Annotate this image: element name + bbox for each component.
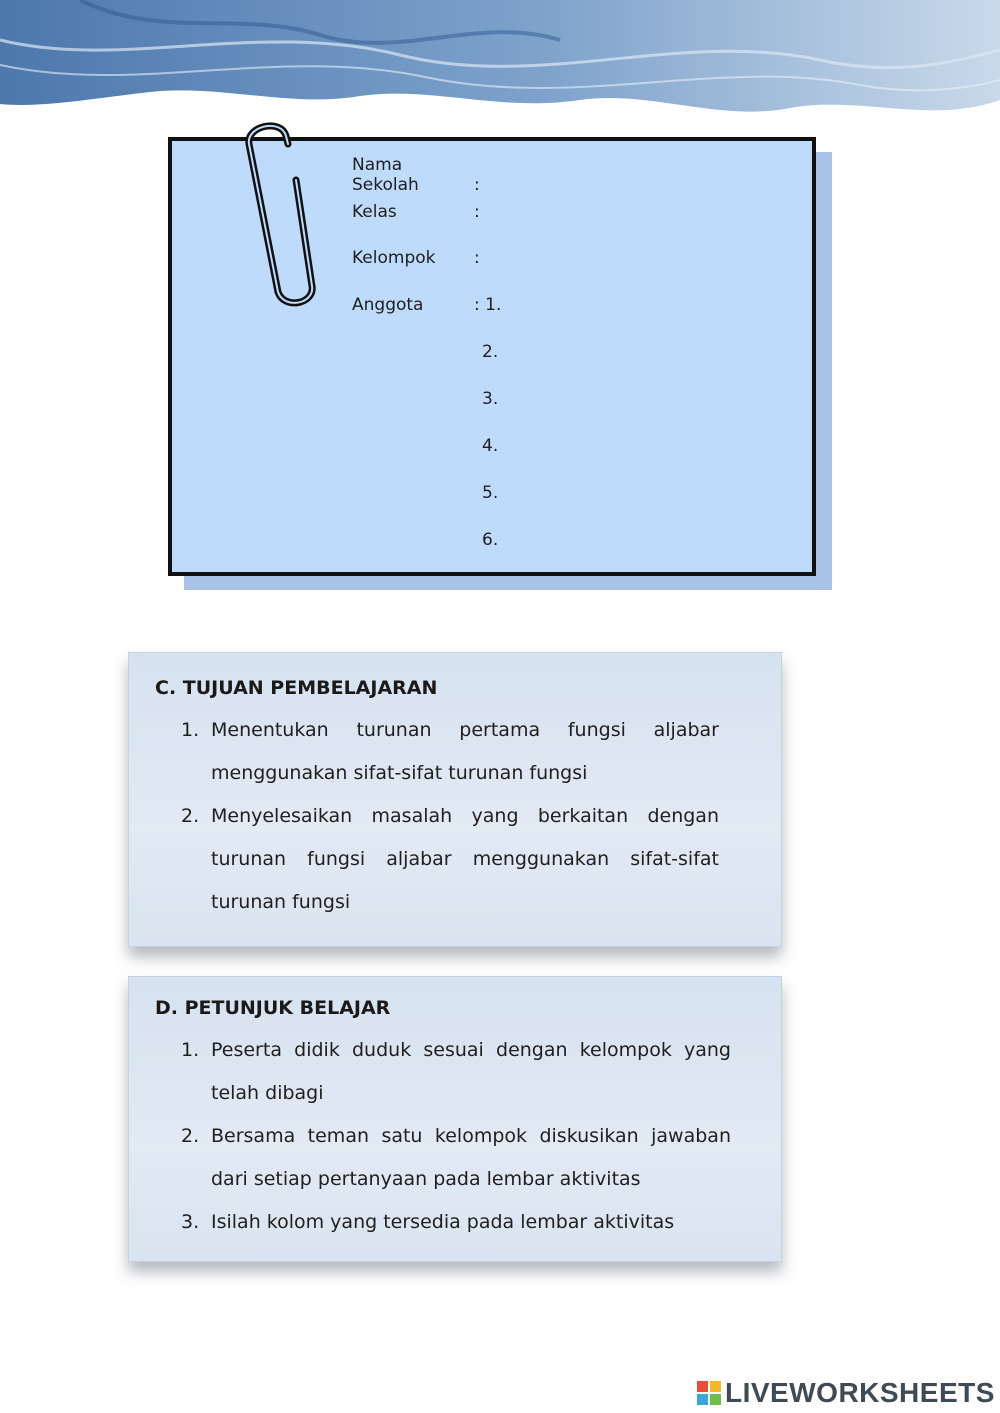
field-kelas — [352, 202, 484, 222]
section-title: D. PETUNJUK BELAJAR — [155, 997, 391, 1019]
list-number: 1. — [181, 1039, 200, 1061]
instructions-list — [181, 1029, 731, 1244]
field-label: Kelas — [352, 202, 397, 222]
member-number: 4. — [482, 436, 499, 456]
member-number: 2. — [482, 342, 499, 362]
list-item — [181, 709, 719, 795]
logo-text: LIVEWORKSHEETS — [725, 1377, 995, 1408]
list-number: 3. — [181, 1211, 200, 1233]
field-label: Nama Sekolah — [352, 155, 419, 195]
member-number: 6. — [482, 530, 499, 550]
field-colon: : — [474, 248, 480, 268]
field-label: Kelompok — [352, 248, 436, 268]
list-text: Menyelesaikan masalah yang berkaitan dengan turunan fungsi aljabar menggunakan sifat-sifat turunan fungsi — [211, 805, 719, 913]
list-item — [181, 1029, 731, 1115]
section-title: C. TUJUAN PEMBELAJARAN — [155, 677, 438, 699]
member-number: 3. — [482, 389, 499, 409]
field-anggota — [352, 295, 501, 315]
paperclip-icon — [236, 118, 326, 310]
liveworksheets-logo-icon — [697, 1381, 721, 1405]
wave-header-decoration — [0, 0, 1000, 125]
list-number: 1. — [181, 719, 200, 741]
field-kelompok — [352, 248, 484, 268]
list-item — [181, 795, 719, 924]
field-nama-sekolah — [352, 155, 484, 195]
list-text: Bersama teman satu kelompok diskusikan jawaban dari setiap pertanyaan pada lembar aktivitas — [211, 1125, 731, 1190]
field-colon: : — [474, 202, 480, 222]
objectives-list — [181, 709, 719, 924]
note-petunjuk-belajar — [128, 976, 782, 1262]
list-text: Peserta didik duduk sesuai dengan kelompok yang telah dibagi — [211, 1039, 731, 1104]
member-number: 5. — [482, 483, 499, 503]
field-colon: : 1. — [474, 295, 502, 315]
field-label: Anggota — [352, 295, 424, 315]
list-item — [181, 1115, 731, 1201]
list-item — [181, 1201, 731, 1244]
liveworksheets-logo[interactable] — [697, 1376, 995, 1410]
list-number: 2. — [181, 1125, 200, 1147]
note-tujuan-pembelajaran — [128, 652, 782, 947]
field-colon: : — [474, 175, 480, 195]
list-text: Menentukan turunan pertama fungsi aljabar menggunakan sifat-sifat turunan fungsi — [211, 719, 719, 784]
list-number: 2. — [181, 805, 200, 827]
list-text: Isilah kolom yang tersedia pada lembar aktivitas — [211, 1211, 675, 1233]
